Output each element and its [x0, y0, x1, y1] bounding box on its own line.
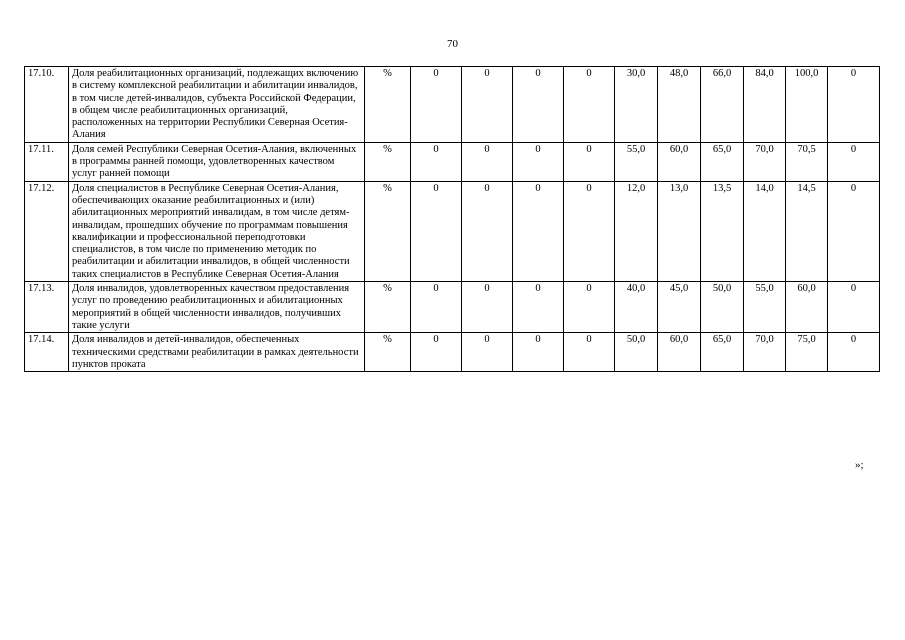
value-cell: 14,5 [786, 181, 828, 281]
indicator-description: Доля инвалидов, удовлетворенных качеством предоставления услуг по проведению реабилитационных и абилитационных мероприятий в общей численности инвалидов, получивших такие услуги [69, 282, 365, 333]
value-cell: 0 [462, 142, 513, 181]
value-cell: 0 [564, 333, 615, 372]
value-cell: 0 [411, 67, 462, 143]
unit-cell: % [365, 181, 411, 281]
unit-cell: % [365, 282, 411, 333]
value-cell: 14,0 [744, 181, 786, 281]
page-number: 70 [447, 38, 458, 50]
value-cell: 48,0 [658, 67, 701, 143]
table-row [25, 333, 880, 372]
unit-cell: % [365, 142, 411, 181]
table-row [25, 282, 880, 333]
row-number: 17.14. [25, 333, 69, 372]
value-cell: 75,0 [786, 333, 828, 372]
indicator-description: Доля инвалидов и детей-инвалидов, обеспеченных техническими средствами реабилитации в рамках деятельности пунктов проката [69, 333, 365, 372]
value-cell: 70,0 [744, 333, 786, 372]
value-cell: 55,0 [744, 282, 786, 333]
value-cell: 0 [828, 67, 880, 143]
value-cell: 65,0 [701, 333, 744, 372]
unit-cell: % [365, 333, 411, 372]
value-cell: 0 [564, 282, 615, 333]
value-cell: 40,0 [615, 282, 658, 333]
value-cell: 50,0 [615, 333, 658, 372]
value-cell: 70,5 [786, 142, 828, 181]
table-row [25, 67, 880, 143]
value-cell: 0 [564, 142, 615, 181]
value-cell: 0 [513, 333, 564, 372]
table-row [25, 142, 880, 181]
value-cell: 0 [411, 282, 462, 333]
row-number: 17.11. [25, 142, 69, 181]
unit-cell: % [365, 67, 411, 143]
closing-quote: »; [855, 459, 864, 471]
value-cell: 60,0 [658, 142, 701, 181]
value-cell: 13,0 [658, 181, 701, 281]
value-cell: 55,0 [615, 142, 658, 181]
value-cell: 0 [513, 67, 564, 143]
indicator-description: Доля специалистов в Республике Северная Осетия-Алания, обеспечивающих оказание реабилитационных и (или) абилитационных мероприятий инвалидам, в том числе детям-инвалидам, прошедших обучение по программам повышения квалификации и профессиональной переподготовки специалистов, в том числе по применению методик по реабилитации и абилитации инвалидов, в общей численности таких специалистов в Республике Северная Осетия-Алания [69, 181, 365, 281]
value-cell: 70,0 [744, 142, 786, 181]
table-row [25, 181, 880, 281]
value-cell: 0 [513, 181, 564, 281]
value-cell: 60,0 [658, 333, 701, 372]
value-cell: 0 [828, 282, 880, 333]
row-number: 17.12. [25, 181, 69, 281]
value-cell: 0 [564, 181, 615, 281]
value-cell: 45,0 [658, 282, 701, 333]
value-cell: 13,5 [701, 181, 744, 281]
value-cell: 0 [828, 181, 880, 281]
table-body [25, 67, 880, 372]
value-cell: 66,0 [701, 67, 744, 143]
value-cell: 0 [828, 142, 880, 181]
value-cell: 0 [411, 142, 462, 181]
value-cell: 0 [564, 67, 615, 143]
value-cell: 0 [462, 67, 513, 143]
indicator-table [24, 66, 880, 372]
value-cell: 0 [411, 333, 462, 372]
value-cell: 50,0 [701, 282, 744, 333]
row-number: 17.10. [25, 67, 69, 143]
value-cell: 100,0 [786, 67, 828, 143]
value-cell: 0 [462, 282, 513, 333]
value-cell: 12,0 [615, 181, 658, 281]
value-cell: 60,0 [786, 282, 828, 333]
value-cell: 0 [411, 181, 462, 281]
value-cell: 0 [828, 333, 880, 372]
value-cell: 0 [513, 282, 564, 333]
value-cell: 0 [462, 333, 513, 372]
value-cell: 30,0 [615, 67, 658, 143]
value-cell: 65,0 [701, 142, 744, 181]
value-cell: 84,0 [744, 67, 786, 143]
indicator-description: Доля семей Республики Северная Осетия-Алания, включенных в программы ранней помощи, удовлетворенных качеством услуг ранней помощи [69, 142, 365, 181]
indicator-description: Доля реабилитационных организаций, подлежащих включению в систему комплексной реабилитации и абилитации инвалидов, в том числе детей-инвалидов, субъекта Российской Федерации, в общем числе реабилитационных организаций, расположенных на территории Республики Северная Осетия-Алания [69, 67, 365, 143]
value-cell: 0 [462, 181, 513, 281]
row-number: 17.13. [25, 282, 69, 333]
value-cell: 0 [513, 142, 564, 181]
